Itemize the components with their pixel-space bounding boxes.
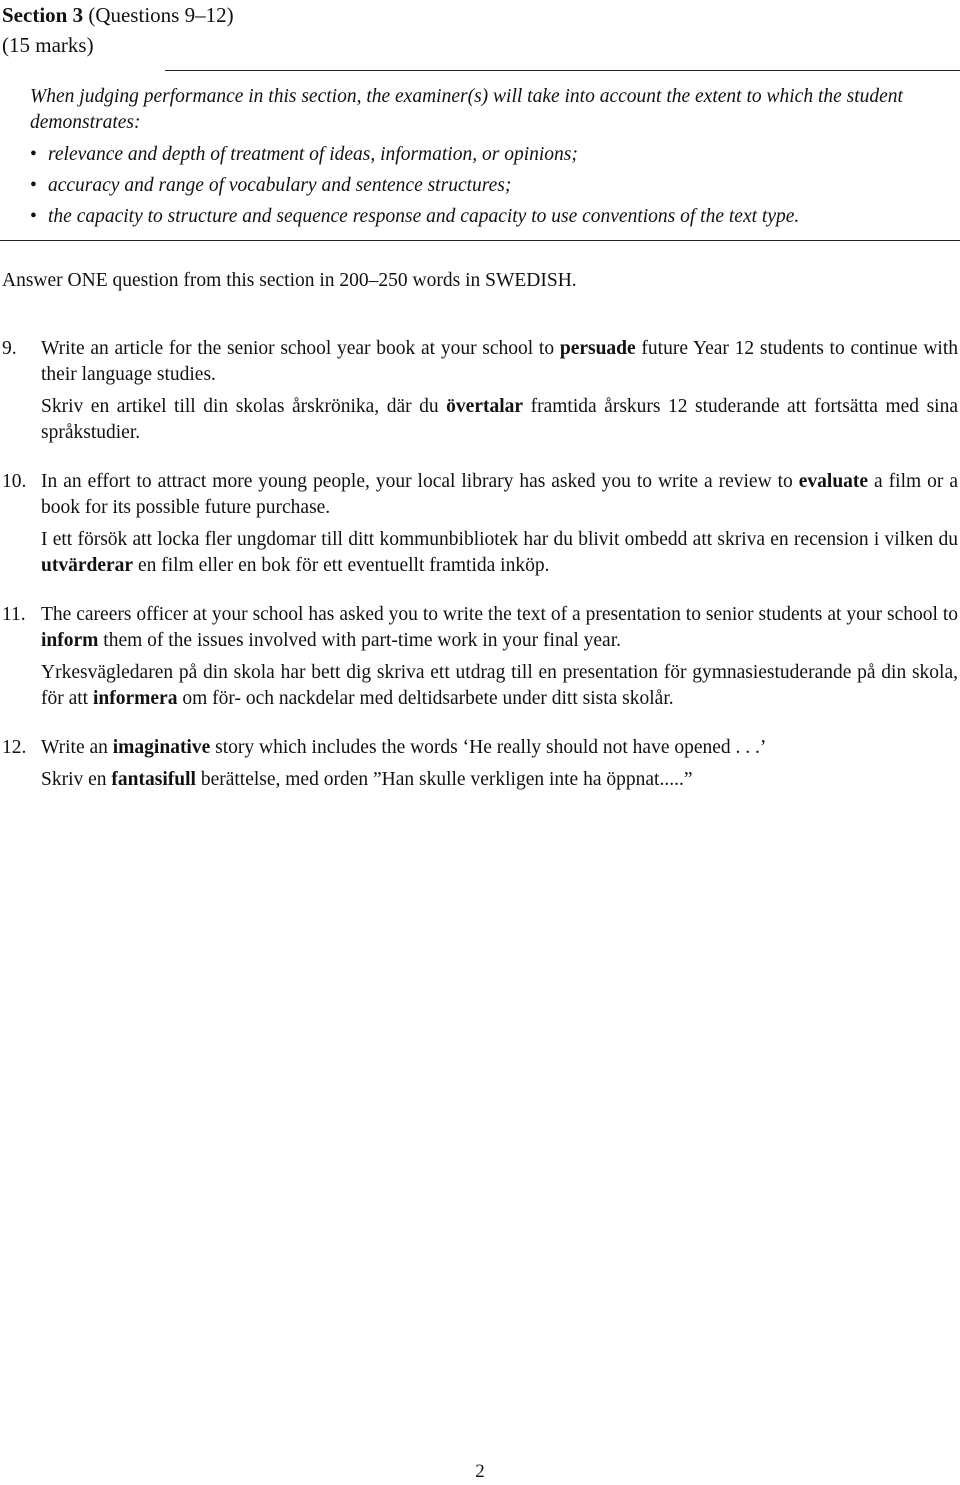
criteria-list [30, 142, 930, 230]
key-verb: fantasifull [111, 769, 196, 790]
key-verb: imaginative [112, 737, 211, 758]
key-verb: evaluate [798, 471, 869, 492]
question-swedish: Yrkesvägledaren på din skola har bett dig skriva ett utdrag till en presentation för gymnasiestuderande på din skola, för att informera om för- och nackdelar med deltidsarbete under ditt sista skolår. [41, 662, 958, 709]
question-9 [2, 336, 958, 452]
bullet-icon: • [30, 206, 37, 227]
question-number: 9. [2, 338, 17, 359]
key-verb: inform [41, 630, 99, 651]
criteria-intro: When judging performance in this section, the examiner(s) will take into account the extent to which the student demonstrates: [30, 86, 903, 133]
criteria-item: • the capacity to structure and sequence response and capacity to use conventions of the text type. [30, 204, 930, 230]
section-question-range: (Questions 9–12) [88, 3, 234, 27]
question-swedish: Skriv en artikel till din skolas årskrönika, där du övertalar framtida årskurs 12 studerande att fortsätta med sina språkstudier. [41, 396, 959, 443]
key-verb: informera [92, 688, 178, 709]
key-verb: utvärderar [41, 555, 134, 576]
question-english: In an effort to attract more young people, your local library has asked you to write a review to evaluate a film or a book for its possible future purchase. [41, 471, 958, 518]
middle-divider [0, 240, 960, 241]
question-10 [2, 469, 958, 585]
question-number: 12. [2, 737, 27, 758]
page-number: 2 [475, 1461, 485, 1482]
criteria-item: • accuracy and range of vocabulary and sentence structures; [30, 173, 930, 199]
question-swedish: Skriv en fantasifull berättelse, med orden ”Han skulle verkligen inte ha öppnat.....” [41, 769, 693, 790]
question-swedish: I ett försök att locka fler ungdomar till ditt kommunbibliotek har du blivit ombedd att skriva en recension i vilken du utvärderar en film eller en bok för ett eventuellt framtida inköp. [41, 529, 958, 576]
section-title: Section 3 [2, 3, 84, 27]
question-12 [2, 735, 958, 799]
section-marks: (15 marks) [2, 33, 94, 57]
bullet-icon: • [30, 175, 37, 196]
key-verb: övertalar [446, 396, 524, 417]
assessment-criteria [30, 84, 930, 235]
criteria-item: • relevance and depth of treatment of ideas, information, or opinions; [30, 142, 930, 168]
section-header [2, 0, 234, 60]
top-divider [165, 70, 960, 71]
question-11 [2, 602, 958, 718]
question-number: 10. [2, 471, 27, 492]
question-english: The careers officer at your school has asked you to write the text of a presentation to senior students at your school to inform them of the issues involved with part-time work in your final year. [41, 604, 958, 651]
answer-instruction: Answer ONE question from this section in 200–250 words in SWEDISH. [2, 270, 577, 291]
question-english: Write an imaginative story which includes the words ‘He really should not have opened . . .’ [41, 737, 767, 758]
section-title-row [2, 0, 234, 30]
question-number: 11. [2, 604, 26, 625]
bullet-icon: • [30, 144, 37, 165]
question-english: Write an article for the senior school year book at your school to persuade future Year 12 students to continue with their language studies. [41, 338, 958, 385]
key-verb: persuade [559, 338, 636, 359]
